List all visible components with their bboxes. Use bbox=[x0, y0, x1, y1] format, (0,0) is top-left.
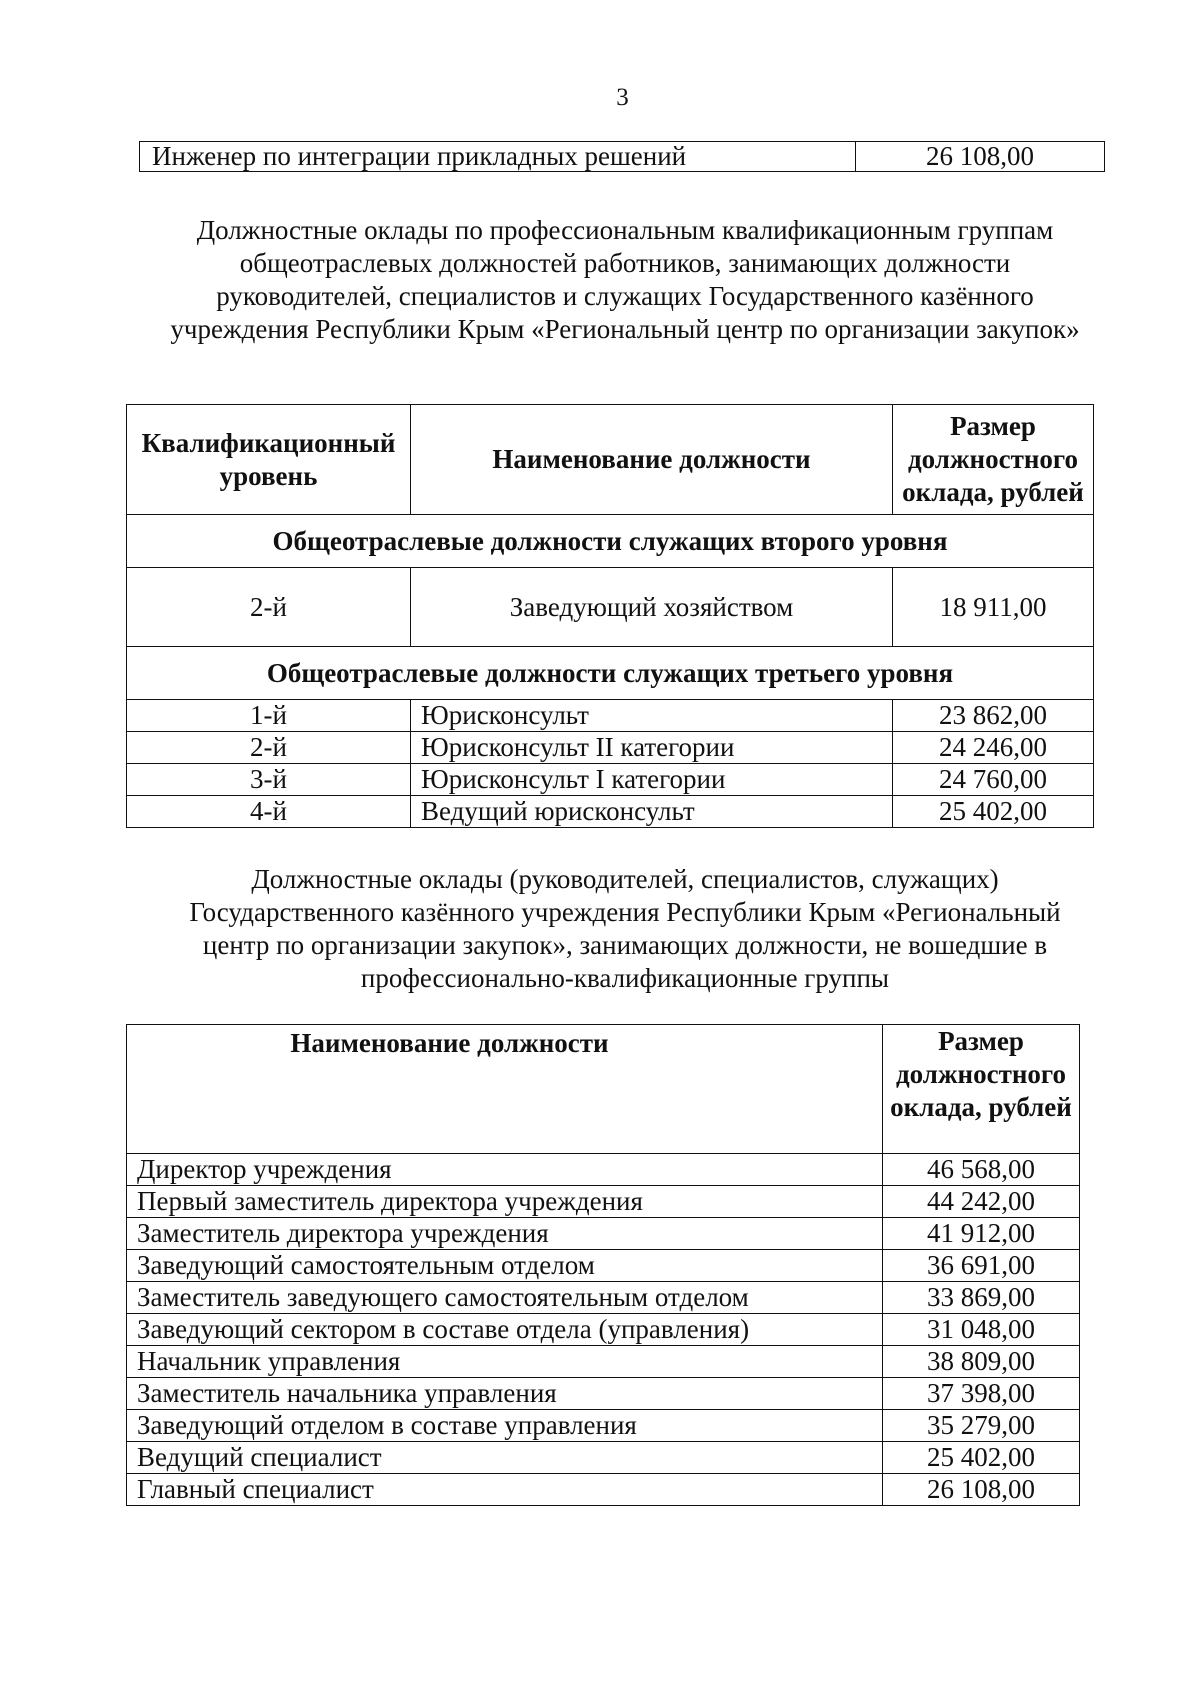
salary-cell: 25 402,00 bbox=[893, 796, 1094, 828]
page-number: 3 bbox=[616, 84, 629, 111]
table-header-row bbox=[127, 1025, 1080, 1154]
level-cell: 2-й bbox=[127, 568, 411, 647]
name-cell: Юрисконсульт bbox=[411, 700, 893, 732]
table-row bbox=[127, 1378, 1080, 1410]
table-header-row bbox=[127, 405, 1094, 515]
name-cell: Первый заместитель директора учреждения bbox=[127, 1186, 883, 1218]
salary-cell: 25 402,00 bbox=[883, 1442, 1080, 1474]
salary-cell: 26 108,00 bbox=[883, 1474, 1080, 1506]
salary-cell: 37 398,00 bbox=[883, 1378, 1080, 1410]
name-cell: Начальник управления bbox=[127, 1346, 883, 1378]
salary-cell: 31 048,00 bbox=[883, 1314, 1080, 1346]
name-cell: Заведующий хозяйством bbox=[411, 568, 893, 647]
table-row bbox=[127, 1410, 1080, 1442]
salary-cell: 36 691,00 bbox=[883, 1250, 1080, 1282]
salary-cell: 35 279,00 bbox=[883, 1410, 1080, 1442]
level-cell: 2-й bbox=[127, 732, 411, 764]
level-cell: 4-й bbox=[127, 796, 411, 828]
salary-cell: 24 246,00 bbox=[893, 732, 1094, 764]
name-cell: Заведующий самостоятельным отделом bbox=[127, 1250, 883, 1282]
table-row bbox=[127, 1250, 1080, 1282]
position-cell: Инженер по интеграции прикладных решений bbox=[140, 142, 856, 172]
table-row bbox=[140, 142, 1105, 172]
level-cell: 1-й bbox=[127, 700, 411, 732]
name-cell: Юрисконсульт II категории bbox=[411, 732, 893, 764]
name-cell: Заместитель заведующего самостоятельным отделом bbox=[127, 1282, 883, 1314]
salary-cell: 24 760,00 bbox=[893, 764, 1094, 796]
salary-cell: 46 568,00 bbox=[883, 1154, 1080, 1186]
group-title: Общеотраслевые должности служащих второго уровня bbox=[127, 515, 1094, 568]
salary-cell: 41 912,00 bbox=[883, 1218, 1080, 1250]
level-cell: 3-й bbox=[127, 764, 411, 796]
table-row bbox=[127, 732, 1094, 764]
table-row bbox=[127, 1186, 1080, 1218]
table-row bbox=[127, 1474, 1080, 1506]
name-cell: Директор учреждения bbox=[127, 1154, 883, 1186]
name-cell: Заведующий отделом в составе управления bbox=[127, 1410, 883, 1442]
column-header-salary: Размер должностного оклада, рублей bbox=[883, 1025, 1080, 1154]
column-header-level: Квалификационный уровень bbox=[127, 405, 411, 515]
group-row bbox=[127, 515, 1094, 568]
table-row bbox=[127, 568, 1094, 647]
table-row bbox=[127, 1314, 1080, 1346]
table-row bbox=[127, 1282, 1080, 1314]
name-cell: Заведующий сектором в составе отдела (управления) bbox=[127, 1314, 883, 1346]
section-heading: Должностные оклады по профессиональным квалификационным группам общеотраслевых должностей работников, занимающих должности руководителей, специалистов и служащих Государственного казённого учреждения Республики Крым «Региональный центр по организации закупок» bbox=[170, 215, 1080, 344]
salary-cell: 33 869,00 bbox=[883, 1282, 1080, 1314]
column-header-name: Наименование должности bbox=[127, 1025, 883, 1154]
group-title: Общеотраслевые должности служащих третьего уровня bbox=[127, 647, 1094, 700]
salary-cell: 44 242,00 bbox=[883, 1186, 1080, 1218]
table-row bbox=[127, 700, 1094, 732]
column-header-name: Наименование должности bbox=[411, 405, 893, 515]
salary-cell: 18 911,00 bbox=[893, 568, 1094, 647]
table-row bbox=[127, 1346, 1080, 1378]
table-row bbox=[127, 796, 1094, 828]
name-cell: Юрисконсульт I категории bbox=[411, 764, 893, 796]
continued-table bbox=[139, 141, 1105, 172]
name-cell: Главный специалист bbox=[127, 1474, 883, 1506]
column-header-salary: Размер должностного оклада, рублей bbox=[893, 405, 1094, 515]
other-positions-salary-table bbox=[126, 1024, 1080, 1506]
table-row bbox=[127, 1442, 1080, 1474]
salary-cell: 38 809,00 bbox=[883, 1346, 1080, 1378]
qualification-salary-table bbox=[126, 404, 1094, 828]
group-row bbox=[127, 647, 1094, 700]
table-row bbox=[127, 1218, 1080, 1250]
salary-cell: 26 108,00 bbox=[856, 142, 1105, 172]
name-cell: Ведущий юрисконсульт bbox=[411, 796, 893, 828]
name-cell: Заместитель директора учреждения bbox=[127, 1218, 883, 1250]
table-row bbox=[127, 1154, 1080, 1186]
section-heading: Должностные оклады (руководителей, специалистов, служащих) Государственного казённого учреждения Республики Крым «Региональный центр по организации закупок», занимающих должности, не вошедшие в профессионально-квалификационные группы bbox=[189, 864, 1061, 993]
salary-cell: 23 862,00 bbox=[893, 700, 1094, 732]
name-cell: Ведущий специалист bbox=[127, 1442, 883, 1474]
table-row bbox=[127, 764, 1094, 796]
name-cell: Заместитель начальника управления bbox=[127, 1378, 883, 1410]
